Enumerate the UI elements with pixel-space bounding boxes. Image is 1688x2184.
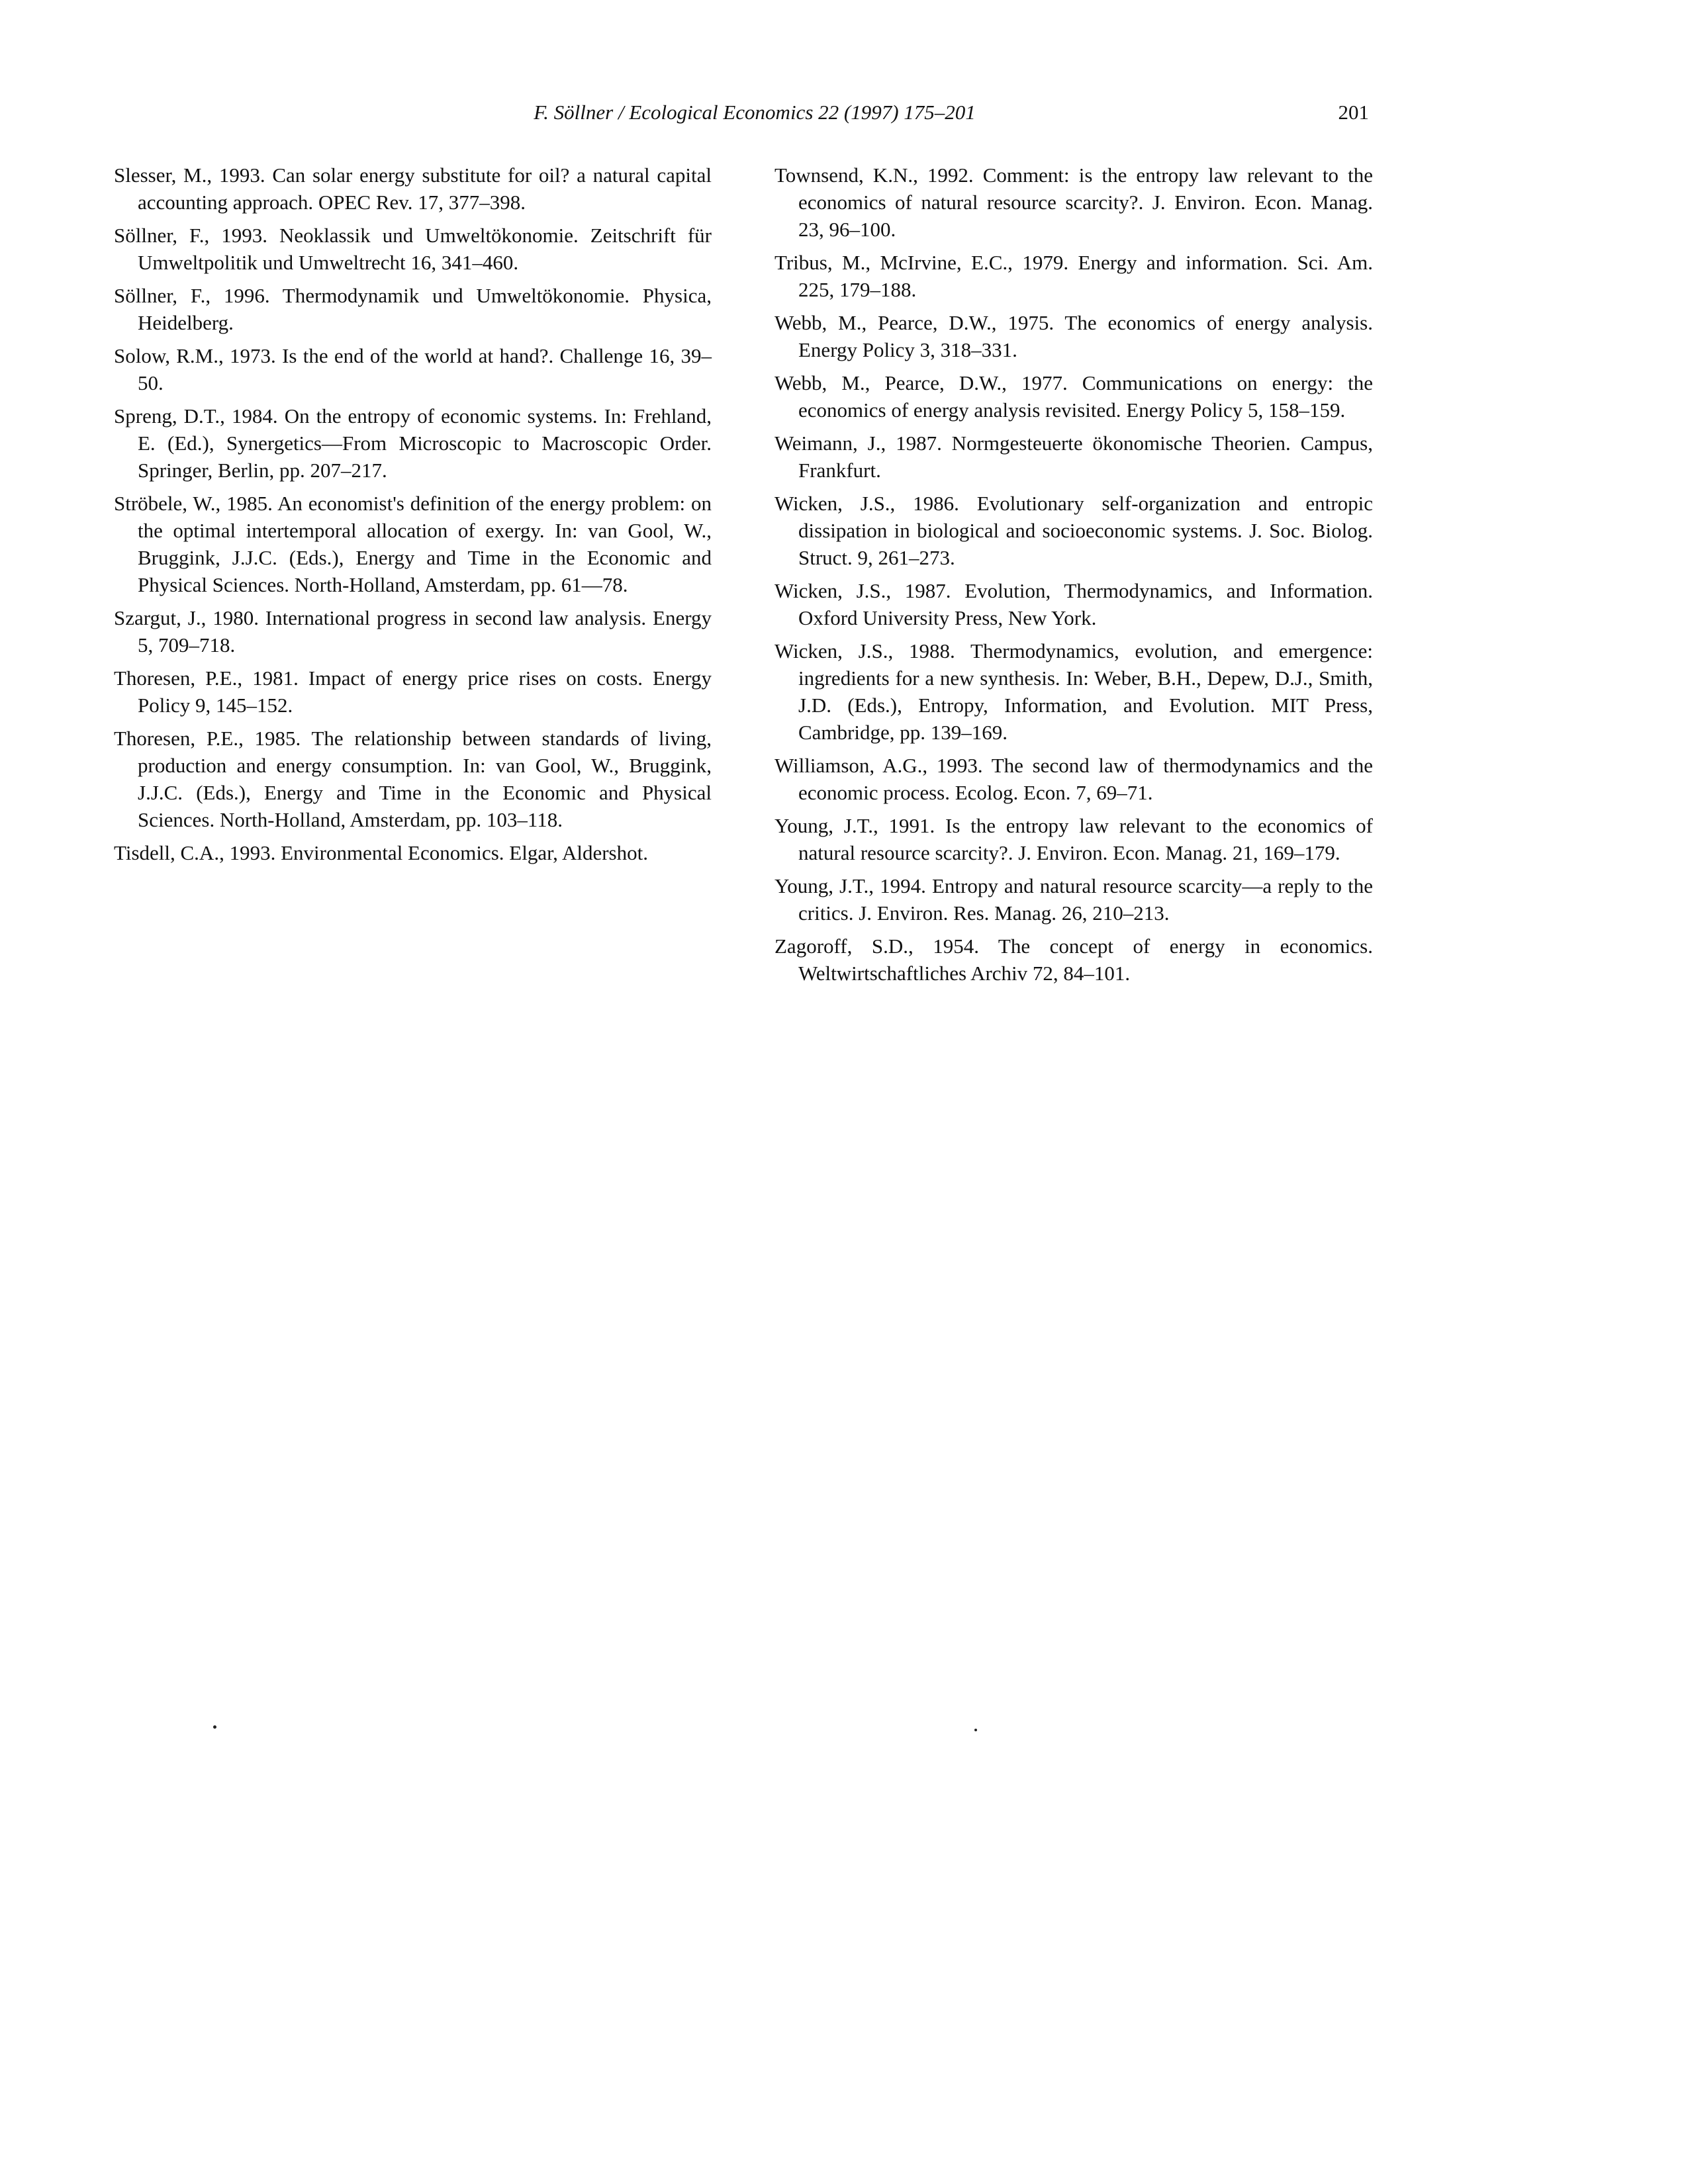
reference-entry: Söllner, F., 1996. Thermodynamik und Umweltökonomie. Physica, Heidelberg.	[114, 284, 712, 334]
reference-entry: Zagoroff, S.D., 1954. The concept of energy in economics. Weltwirtschaftliches Archiv 72, 84–101.	[774, 934, 1373, 985]
reference-entry: Slesser, M., 1993. Can solar energy substitute for oil? a natural capital accounting approach. OPEC Rev. 17, 377–398.	[114, 163, 712, 214]
reference-entry: Townsend, K.N., 1992. Comment: is the entropy law relevant to the economics of natural resource scarcity?. J. Environ. Econ. Manag. 23, 96–100.	[774, 163, 1373, 241]
reference-entry: Solow, R.M., 1973. Is the end of the world at hand?. Challenge 16, 39–50.	[114, 344, 712, 394]
scan-speck	[974, 1729, 977, 1731]
reference-entry: Thoresen, P.E., 1981. Impact of energy price rises on costs. Energy Policy 9, 145–152.	[114, 666, 712, 717]
reference-entry: Wicken, J.S., 1988. Thermodynamics, evolution, and emergence: ingredients for a new synthesis. In: Weber, B.H., Depew, D.J., Smith, J.D. (Eds.), Entropy, Information, and Evolution. MIT Press, Cambridge, pp. 139–169.	[774, 639, 1373, 744]
reference-entry: Thoresen, P.E., 1985. The relationship between standards of living, production and energy consumption. In: van Gool, W., Bruggink, J.J.C. (Eds.), Energy and Time in the Economic and Physical Sciences. North-Holland, Amsterdam, pp. 103–118.	[114, 727, 712, 831]
reference-entry: Tisdell, C.A., 1993. Environmental Economics. Elgar, Aldershot.	[114, 841, 648, 864]
reference-entry: Wicken, J.S., 1987. Evolution, Thermodynamics, and Information. Oxford University Press, New York.	[774, 579, 1373, 629]
reference-entry: Young, J.T., 1994. Entropy and natural resource scarcity—a reply to the critics. J. Environ. Res. Manag. 26, 210–213.	[774, 874, 1373, 925]
reference-entry: Webb, M., Pearce, D.W., 1975. The economics of energy analysis. Energy Policy 3, 318–331.	[774, 311, 1373, 361]
reference-entry: Young, J.T., 1991. Is the entropy law relevant to the economics of natural resource scarcity?. J. Environ. Econ. Manag. 21, 169–179.	[774, 814, 1373, 864]
references-left-column	[114, 161, 712, 872]
reference-entry: Weimann, J., 1987. Normgesteuerte ökonomische Theorien. Campus, Frankfurt.	[774, 432, 1373, 482]
reference-entry: Webb, M., Pearce, D.W., 1977. Communications on energy: the economics of energy analysis revisited. Energy Policy 5, 158–159.	[774, 371, 1373, 422]
scan-speck	[213, 1725, 216, 1729]
reference-entry: Söllner, F., 1993. Neoklassik und Umweltökonomie. Zeitschrift für Umweltpolitik und Umweltrecht 16, 341–460.	[114, 224, 712, 274]
reference-entry: Tribus, M., McIrvine, E.C., 1979. Energy and information. Sci. Am. 225, 179–188.	[774, 251, 1373, 301]
reference-entry: Szargut, J., 1980. International progress in second law analysis. Energy 5, 709–718.	[114, 606, 712, 657]
reference-entry: Spreng, D.T., 1984. On the entropy of economic systems. In: Frehland, E. (Ed.), Synergetics—From Microscopic to Macroscopic Order. Springer, Berlin, pp. 207–217.	[114, 404, 712, 482]
references-right-column	[774, 161, 1373, 993]
reference-entry: Ströbele, W., 1985. An economist's definition of the energy problem: on the optimal intertemporal allocation of exergy. In: van Gool, W., Bruggink, J.J.C. (Eds.), Energy and Time in the Economic and Physical Sciences. North-Holland, Amsterdam, pp. 61—78.	[114, 492, 712, 596]
reference-entry: Williamson, A.G., 1993. The second law of thermodynamics and the economic process. Ecolog. Econ. 7, 69–71.	[774, 754, 1373, 804]
running-head: F. Söllner / Ecological Economics 22 (1997) 175–201	[534, 101, 976, 124]
page-number: 201	[1338, 101, 1369, 124]
reference-entry: Wicken, J.S., 1986. Evolutionary self-organization and entropic dissipation in biological and socioeconomic systems. J. Soc. Biolog. Struct. 9, 261–273.	[774, 492, 1373, 569]
